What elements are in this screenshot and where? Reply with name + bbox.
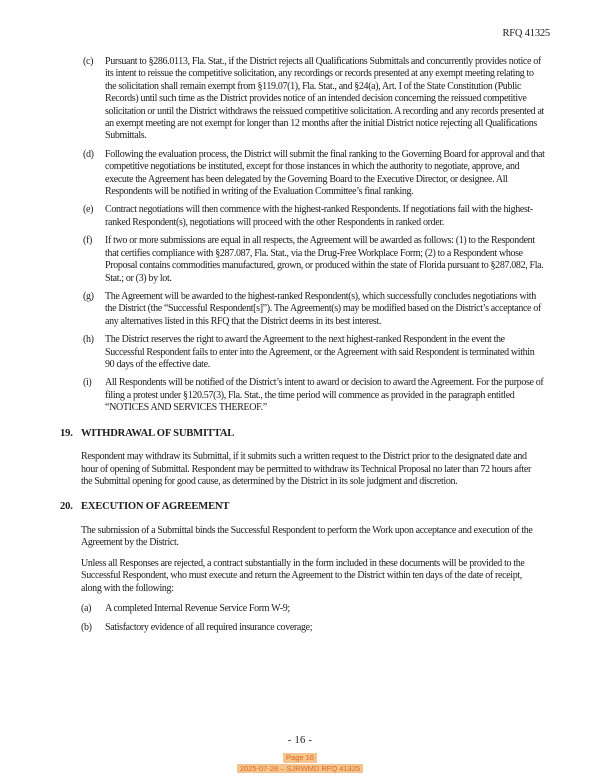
section-19-paragraph: Respondent may withdraw its Submittal, if it submits such a written request to the District prior to the designated date and hour of opening of Submittal. Respondent may be permitted to withdraw its Technical Proposal no later than 72 hours after the Submittal opening for good cause, as determined by the District in its sole judgment and discretion. bbox=[81, 451, 531, 487]
item-label: (i) bbox=[83, 377, 92, 389]
sub-item-b bbox=[81, 622, 555, 634]
item-text: The Agreement will be awarded to the highest-ranked Respondent(s), which successfully concludes negotiations with the District (the “Successful Respondent[s]”). The Agreement(s) may be modified based on the District’s acceptance of any alternatives listed in this RFQ that the District deems in its best interest. bbox=[105, 290, 541, 327]
section-20-paragraph-1: The submission of a Submittal binds the Successful Respondent to perform the Work upon acceptance and execution of the Agreement by the District. bbox=[81, 524, 533, 549]
section-20-paragraph-2: Unless all Responses are rejected, a contract substantially in the form included in these documents will be provided to the Successful Respondent, who must execute and return the Agreement to the District within ten days of the date of receipt, along with the following: bbox=[81, 557, 525, 594]
section-number: 19. bbox=[60, 427, 73, 439]
stamp-date-reference-label: 2025-07-28 – SJRWMD RFQ 41325 bbox=[237, 764, 363, 774]
lettered-item-h bbox=[83, 334, 555, 371]
item-text: If two or more submissions are equal in all respects, the Agreement will be awarded as follows: (1) to the Respondent that certifies compliance with §287.087, Fla. Stat., via the Drug-Free Workplace Form; (2) to a Respondent whose Proposal contains commodities manufactured, grown, or produced within the state of Florida pursuant to §287.082, Fla. Stat.; or (3) by lot. bbox=[105, 235, 544, 284]
item-text: Pursuant to §286.0113, Fla. Stat., if the District rejects all Qualifications Submittals and concurrently provides notice of its intent to reissue the competitive solicitation, any recordings or records presented at any exempt meeting relating to the solicitation shall remain exempt from §119.07(1), Fla. Stat., and §24(a), Art. I of the State Constitution (Public Records) until such time as the District provides notice of an intended decision concerning the reissued competitive solicitation or until the District withdraws the reissued competitive solicitation. A recording and any records presented at an exempt meeting are not exempt for longer than 12 months after the initial District notice rejecting all Qualifications Submittals. bbox=[105, 56, 544, 142]
lettered-item-e bbox=[83, 204, 555, 229]
section-heading-20 bbox=[60, 501, 555, 514]
page-header bbox=[60, 28, 550, 39]
item-label: (f) bbox=[83, 235, 92, 247]
doc-reference: RFQ 41325 bbox=[502, 28, 550, 39]
page-number: - 16 - bbox=[287, 735, 313, 746]
stamp-page-label: Page 16 bbox=[283, 753, 317, 763]
lettered-item-i bbox=[83, 377, 555, 414]
annotation-stamp bbox=[0, 753, 600, 773]
lettered-item-d bbox=[83, 149, 555, 199]
item-label: (g) bbox=[83, 290, 94, 302]
page-content bbox=[60, 56, 555, 642]
item-label: (b) bbox=[81, 622, 92, 634]
lettered-item-g bbox=[83, 291, 555, 328]
item-text: Following the evaluation process, the District will submit the final ranking to the Governing Board for approval and that competitive negotiations be instituted, except for those instances in which the authority to negotiate, approve, and execute the Agreement has been delegated by the Governing Board to the Executive Director, or designee. All Respondents will be notified in writing of the Evaluation Committee’s final ranking. bbox=[105, 148, 545, 198]
lettered-item-c bbox=[83, 56, 555, 143]
item-label: (a) bbox=[81, 603, 92, 614]
item-text: A completed Internal Revenue Service Form W-9; bbox=[105, 603, 290, 614]
item-label: (c) bbox=[83, 56, 94, 67]
section-heading-19 bbox=[60, 428, 555, 441]
item-label: (e) bbox=[83, 204, 94, 216]
item-text: Contract negotiations will then commence with the highest-ranked Respondents. If negotiations fail with the highest-ranked Respondent(s), negotiations will proceed with the other Respondents in ranked order. bbox=[105, 204, 533, 228]
item-text: Satisfactory evidence of all required insurance coverage; bbox=[105, 622, 313, 634]
item-text: All Respondents will be notified of the District’s intent to award or decision to award the Agreement. For the purpose of filing a protest under §120.57(3), Fla. Stat., the time period will commence as provided in the paragraph entitled “NOTICES AND SERVICES THEREOF.” bbox=[105, 377, 544, 414]
section-title: WITHDRAWAL OF SUBMITTAL bbox=[81, 427, 235, 439]
sub-item-a bbox=[81, 603, 555, 615]
section-title: EXECUTION OF AGREEMENT bbox=[81, 501, 230, 513]
item-label: (h) bbox=[83, 334, 94, 346]
item-label: (d) bbox=[83, 148, 94, 160]
section-number: 20. bbox=[60, 501, 73, 513]
lettered-item-f bbox=[83, 235, 555, 285]
item-text: The District reserves the right to award the Agreement to the next highest-ranked Respondent in the event the Successful Respondent fails to enter into the Agreement, or the Agreement with said Respondent is terminated within 90 days of the effective date. bbox=[105, 334, 535, 370]
